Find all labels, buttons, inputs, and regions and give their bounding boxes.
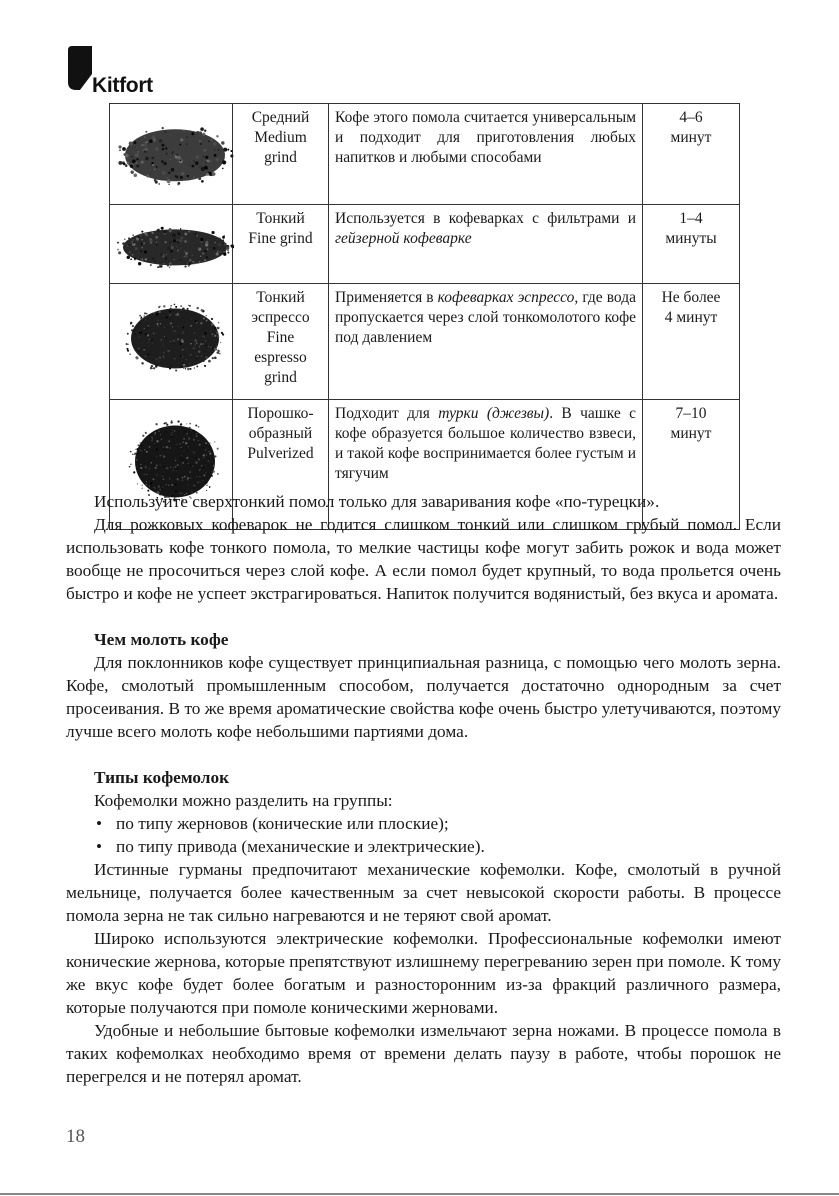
- coffee-grounds-fine-icon: [116, 209, 234, 273]
- grind-name-line: Тонкий: [256, 210, 305, 227]
- grind-name-line: Fine: [266, 329, 295, 346]
- paragraph-grinder-groups: Кофемолки можно разделить на группы:: [94, 791, 393, 810]
- bullet-icon: •: [96, 814, 103, 833]
- paragraph-horn-coffee: Для рожковых кофеварок не годится слишком тонкий или слишком грубый помол. Если использовать кофе тонкого помола, то мелкие частицы кофе могут забить рожок и вода может вообще не просочиться через слой кофе. А если помол будет крупный, то вода прольется очень быстро и кофе не успеет экстрагироваться. Напиток получится водянистый, без вкуса и аромата.: [66, 515, 781, 603]
- grind-time-line: 4 минут: [664, 309, 718, 326]
- grind-description-cell: [329, 284, 643, 400]
- grind-description-emphasis: гейзерной кофеварке: [335, 230, 472, 247]
- bottom-rule: [0, 1193, 839, 1195]
- kitfort-logo-mark-icon: [66, 44, 94, 98]
- table-row: [110, 104, 740, 205]
- grind-description-text: Подходит для: [335, 405, 439, 422]
- grind-image-cell: [110, 205, 233, 284]
- grind-name-line: espresso: [254, 349, 307, 366]
- grind-name-line: эспрессо: [251, 309, 310, 326]
- grind-name-line: grind: [264, 369, 297, 386]
- grind-description-text: , где вода пропускается через слой тонкомолотого кофе под давлением: [335, 289, 636, 346]
- grind-name-line: Medium: [254, 129, 307, 146]
- grind-name-cell: [233, 284, 329, 400]
- grind-table-body: [110, 104, 740, 530]
- page-number: 18: [66, 1126, 85, 1147]
- grind-description-text: Применяется в: [335, 289, 438, 306]
- grind-name-line: Тонкий: [256, 289, 305, 306]
- grind-description-text: Используется в кофеварках с фильтрами и: [335, 210, 636, 227]
- grinder-groups-list: [66, 812, 781, 858]
- coffee-grounds-medium-icon: [116, 108, 234, 194]
- grind-description-cell: [329, 104, 643, 205]
- grind-description-text: Кофе этого помола считается универсальным и подходит для приготовления любых напитков и любыми способами: [335, 109, 636, 166]
- grind-name-line: Fine grind: [248, 230, 313, 247]
- grind-time-line: минут: [670, 129, 712, 146]
- grind-image-cell: [110, 284, 233, 400]
- grind-name-cell: [233, 205, 329, 284]
- bullet-icon: •: [96, 837, 103, 856]
- grind-time-line: 1–4: [679, 210, 703, 227]
- list-item: • по типу жерновов (конические или плоские);: [96, 814, 449, 833]
- grind-description-emphasis: кофеварках эспрессо: [437, 289, 575, 306]
- grind-name-line: образный: [248, 425, 313, 442]
- grind-time-line: 4–6: [679, 109, 703, 126]
- grind-time-cell: [643, 205, 740, 284]
- heading-grinder-types: Типы кофемолок: [94, 768, 230, 787]
- grind-time-line: минут: [670, 425, 712, 442]
- grind-time-line: 7–10: [675, 405, 707, 422]
- paragraph-electric-grinders: Широко используются электрические кофемолки. Профессиональные кофемолки имеют конические жернова, которые препятствуют излишнему перегреванию зерен при помоле. К тому же вкус кофе будет более богатым и разносторонним из-за фракций различного размера, которые получаются при помоле коническими жерновами.: [66, 929, 781, 1017]
- coffee-grounds-espresso-icon: [116, 288, 234, 389]
- paragraph-manual-grinders: Истинные гурманы предпочитают механические кофемолки. Кофе, смолотый в ручной мельнице, получается более качественным за счет невысокой скорости работы. В процессе помола зерна не так сильно нагреваются и не теряют свой аромат.: [66, 860, 781, 925]
- paragraph-turkish-tip: Используйте сверхтонкий помол только для заваривания кофе «по-турецки».: [94, 492, 660, 511]
- list-item: • по типу привода (механические и электрические).: [96, 837, 485, 856]
- grind-time-line: минуты: [665, 230, 717, 247]
- body-text: [66, 490, 781, 1088]
- grind-description-text: . В чашке с кофе образуется большое количество взвеси, и такой кофе воспринимается более густым и тягучим: [335, 405, 636, 482]
- logo-text: Kitfort: [92, 74, 153, 97]
- table-row: [110, 205, 740, 284]
- grind-name-line: Pulverized: [247, 445, 314, 462]
- grind-time-cell: [643, 284, 740, 400]
- grind-name-cell: [233, 104, 329, 205]
- grind-name-line: Средний: [251, 109, 310, 126]
- paragraph-blade-grinders: Удобные и небольшие бытовые кофемолки измельчают зерна ножами. В процессе помола в таких кофемолках необходимо время от времени делать паузу в работе, чтобы порошок не перегрелся и не потерял аромат.: [66, 1021, 781, 1086]
- table-row: [110, 284, 740, 400]
- grind-time-line: Не более: [661, 289, 721, 306]
- kitfort-logo: [66, 44, 196, 104]
- grind-description-emphasis: турки (джезвы): [438, 405, 550, 422]
- paragraph-grind-difference: Для поклонников кофе существует принципиальная разница, с помощью чего молоть зерна. Кофе, смолотый промышленным способом, получается достаточно однородным за счет просеивания. В то же время ароматические свойства кофе очень быстро улетучиваются, поэтому лучше всего молоть кофе небольшими партиями дома.: [66, 653, 781, 741]
- grind-name-line: Порошко-: [247, 405, 314, 422]
- grind-time-cell: [643, 104, 740, 205]
- grind-name-line: grind: [264, 149, 297, 166]
- grind-description-cell: [329, 205, 643, 284]
- grind-image-cell: [110, 104, 233, 205]
- grind-table: [109, 103, 740, 530]
- heading-what-to-grind-with: Чем молоть кофе: [94, 630, 229, 649]
